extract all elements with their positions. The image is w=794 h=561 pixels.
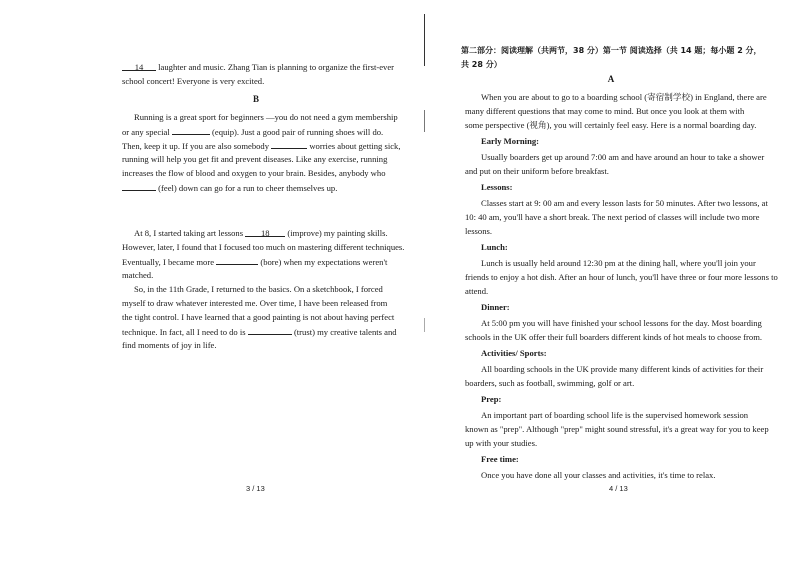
- activities-line1: All boarding schools in the UK provide many different kinds of activities for their: [481, 364, 764, 374]
- answer-blank-16: [271, 138, 307, 149]
- early-morning-title: Early Morning:: [481, 136, 540, 146]
- early-morning-line2: and put on their uniform before breakfast.: [465, 166, 609, 176]
- page-number-left: 3 / 13: [246, 484, 265, 493]
- text-line: (improve) my painting skills.: [287, 228, 388, 238]
- intro-line3: some perspective (视角), you will certainly feel easy. Here is a normal boarding day.: [465, 120, 757, 130]
- lunch-line2: friends to enjoy a hot dish. After an hour of lunch, you'll have three or four more lessons to: [465, 272, 778, 282]
- dinner-line1: At 5:00 pm you will have finished your school lessons for the day. Most boarding: [481, 318, 762, 328]
- section-c-line4: matched.: [122, 270, 154, 280]
- text-line: Then, keep it up. If you are also somebody: [122, 141, 270, 151]
- free-time-title: Free time:: [481, 454, 519, 464]
- lunch-line1: Lunch is usually held around 12:30 pm at the dining hall, where you'll join your: [481, 258, 756, 268]
- lunch-title: Lunch:: [481, 242, 508, 252]
- lunch-line3: attend.: [465, 286, 489, 296]
- section-b-line4: running will help you get fit and prevent diseases. Like any exercise, running: [122, 154, 388, 164]
- activities-line2: boarders, such as football, swimming, golf or art.: [465, 378, 635, 388]
- section-c-line7: the tight control. I have learned that a good painting is not about having perfect: [122, 312, 395, 322]
- answer-blank-18: 18: [245, 226, 285, 237]
- text-line: or any special: [122, 127, 170, 137]
- prep-line3: up with your studies.: [465, 438, 538, 448]
- text-line: laughter and music. Zhang Tian is planning to organize the first-ever: [156, 62, 395, 72]
- passage-a-heading: A: [607, 74, 615, 84]
- answer-blank-20: [248, 324, 292, 335]
- section-a-tail-line1: [122, 60, 394, 74]
- text-line: (equip). Just a good pair of running shoes will do.: [212, 127, 384, 137]
- section-c-line2: However, later, I found that I focused too much on mastering different techniques.: [122, 242, 405, 252]
- right-page: [425, 0, 794, 561]
- prep-title: Prep:: [481, 394, 502, 404]
- page-number-right: 4 / 13: [609, 484, 628, 493]
- answer-blank-15: [172, 124, 210, 135]
- dinner-line2: schools in the UK offer their full boarders different kinds of hot meals to choose from.: [465, 332, 763, 342]
- section-b-line1: Running is a great sport for beginners —you do not need a gym membership: [134, 112, 398, 122]
- intro-line2: many different questions that may come to mind. But once you look at them with: [465, 106, 745, 116]
- text-line: At 8, I started taking art lessons: [134, 228, 244, 238]
- part-header-line1: 第二部分：阅读理解（共两节，38 分）第一节 阅读选择（共 14 题；每小题 2 分，: [461, 46, 762, 55]
- intro-line1: When you are about to go to a boarding school (寄宿制学校) in England, there are: [481, 92, 767, 102]
- section-b-line6: [122, 180, 337, 195]
- section-c-line3: [122, 254, 387, 269]
- section-c-line6: myself to draw whatever interested me. Over time, I have been released from: [122, 298, 388, 308]
- section-b-heading: B: [252, 94, 259, 104]
- section-c-line1: [134, 226, 388, 240]
- section-c-line5: So, in the 11th Grade, I returned to the basics. On a sketchbook, I forced: [134, 284, 383, 294]
- answer-blank-14: 14: [122, 60, 156, 71]
- section-b-line2: [122, 124, 383, 139]
- free-time-line1: Once you have done all your classes and activities, it's time to relax.: [481, 470, 716, 480]
- lessons-line1: Classes start at 9: 00 am and every lesson lasts for 50 minutes. After two lessons, at: [481, 198, 768, 208]
- prep-line1: An important part of boarding school life is the supervised homework session: [481, 410, 749, 420]
- section-c-line8: [122, 324, 397, 339]
- answer-blank-19: [216, 254, 258, 265]
- section-c-line9: find moments of joy in life.: [122, 340, 217, 350]
- lessons-line2: 10: 40 am, you'll have a short break. The next period of classes will include two more: [465, 212, 760, 222]
- answer-blank-17: [122, 180, 156, 191]
- text-line: (trust) my creative talents and: [293, 327, 397, 337]
- section-b-line5: increases the flow of blood and oxygen to your brain. Besides, anybody who: [122, 168, 386, 178]
- text-line: (bore) when my expectations weren't: [260, 257, 388, 267]
- text-line: Eventually, I became more: [122, 257, 215, 267]
- part-header-line2: 共 28 分）: [461, 60, 502, 69]
- text-line: (feel) down can go for a run to cheer themselves up.: [158, 183, 338, 193]
- text-line: technique. In fact, all I need to do is: [122, 327, 246, 337]
- activities-title: Activities/ Sports:: [481, 348, 547, 358]
- early-morning-line1: Usually boarders get up around 7:00 am and have around an hour to take a shower: [481, 152, 765, 162]
- dinner-title: Dinner:: [481, 302, 510, 312]
- lessons-line3: lessons.: [465, 226, 492, 236]
- section-b-line3: [122, 138, 401, 153]
- lessons-title: Lessons:: [481, 182, 513, 192]
- prep-line2: known as "prep". Although "prep" might sound stressful, it's a great way for you to keep: [465, 424, 769, 434]
- section-a-tail-line2: school concert! Everyone is very excited.: [122, 76, 265, 86]
- text-line: worries about getting sick,: [309, 141, 401, 151]
